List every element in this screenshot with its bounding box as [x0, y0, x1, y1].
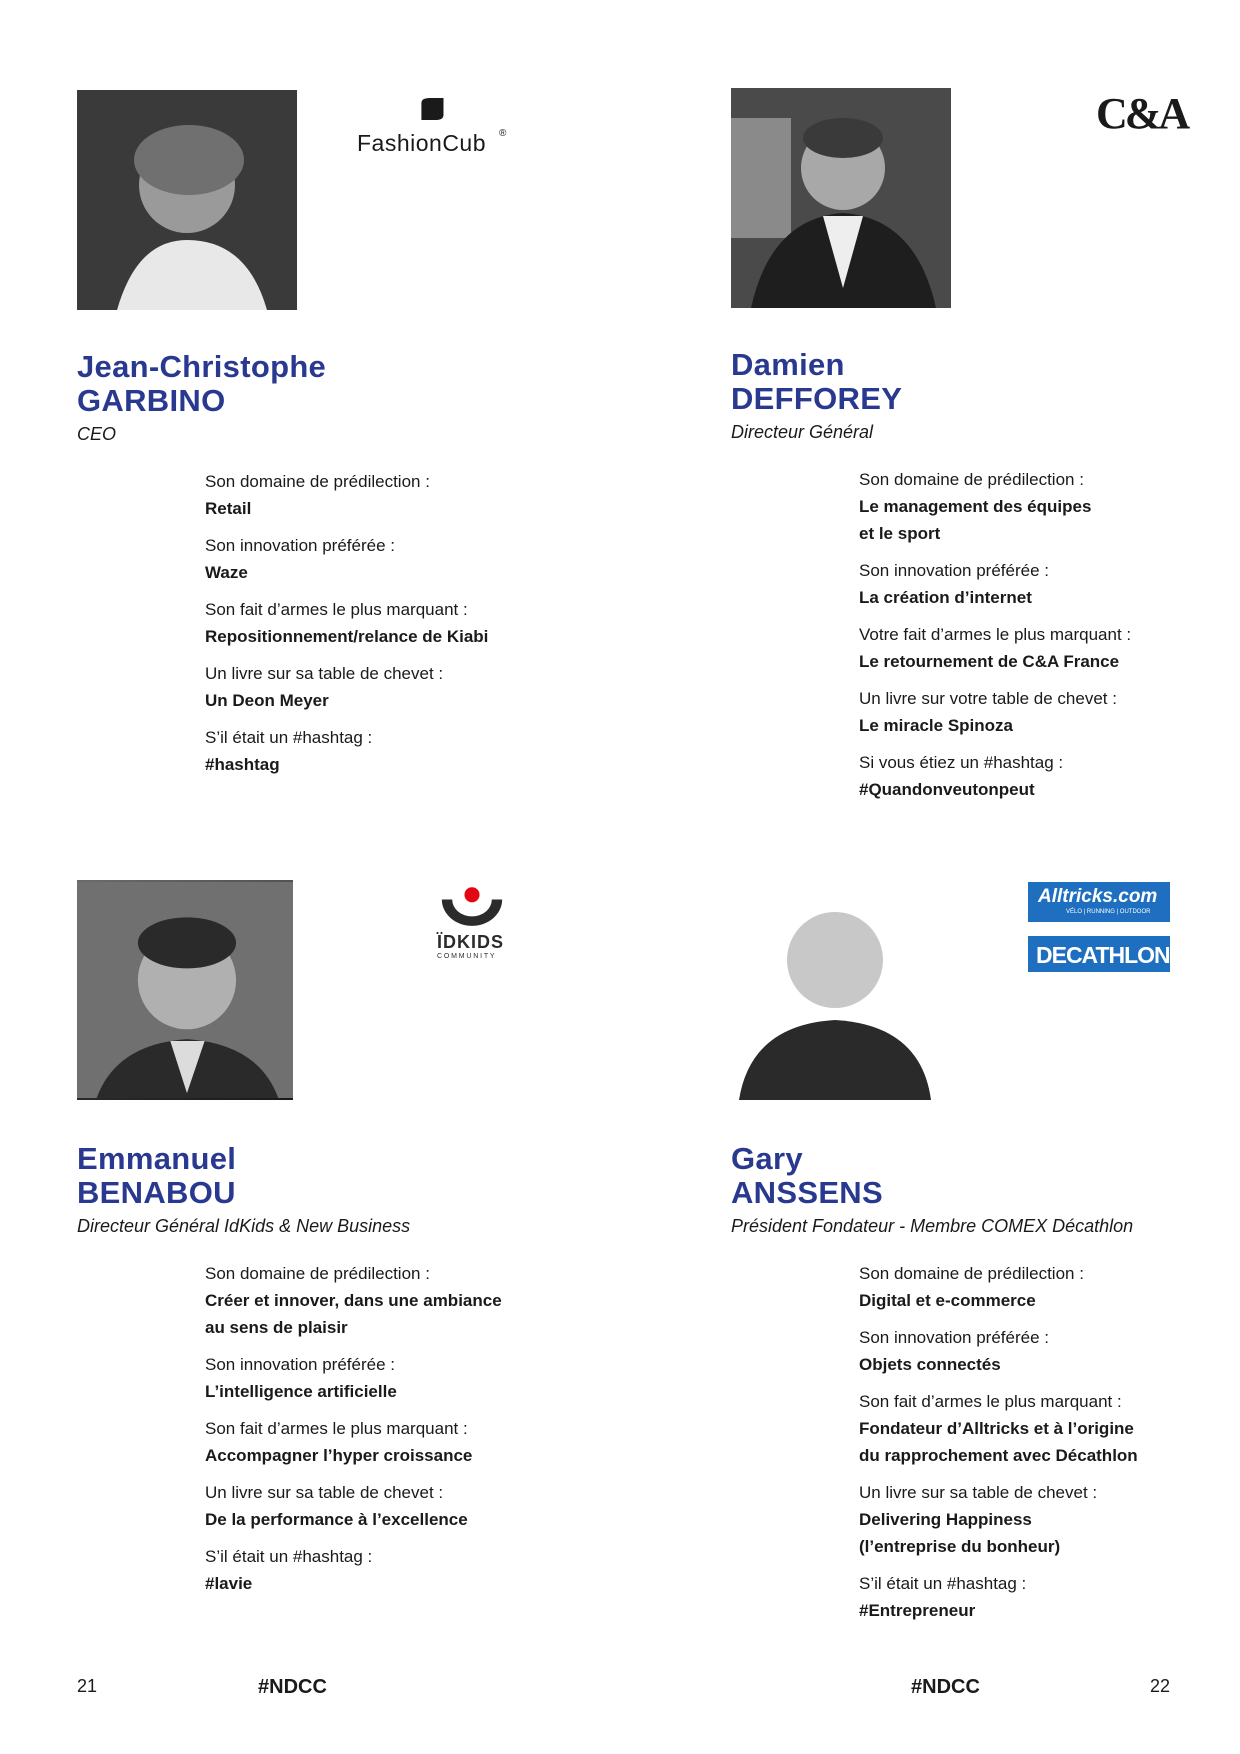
question: S’il était un #hashtag :	[205, 728, 373, 747]
answer: #hashtag	[205, 755, 280, 774]
answer: De la performance à l’excellence	[205, 1510, 468, 1529]
qa-item	[205, 1351, 625, 1405]
qa-item	[205, 660, 625, 714]
profile-card-anssens	[731, 880, 1240, 1640]
answer: La création d’internet	[859, 588, 1032, 607]
qa-item	[859, 1388, 1240, 1469]
first-name: Jean-Christophe	[77, 349, 327, 384]
question: Un livre sur sa table de chevet :	[205, 664, 444, 683]
question: S’il était un #hashtag :	[859, 1574, 1027, 1593]
question: Son innovation préférée :	[205, 1355, 395, 1374]
qa-item	[859, 621, 1240, 675]
fashioncub-logo	[357, 96, 517, 156]
question: Un livre sur sa table de chevet :	[859, 1483, 1098, 1502]
answer: #lavie	[205, 1574, 253, 1593]
portrait-photo	[77, 90, 297, 310]
idkids-logo-subtext: COMMUNITY	[437, 953, 497, 960]
qa-item	[859, 749, 1240, 803]
first-name: Damien	[731, 347, 845, 382]
alltricks-logo-subtext: VÉLO | RUNNING | OUTDOOR	[1066, 909, 1151, 915]
idkids-smile-icon	[439, 886, 505, 928]
fashioncub-logo-text: FashionCub	[357, 130, 487, 156]
question: Son fait d’armes le plus marquant :	[205, 600, 468, 619]
job-title: CEO	[77, 424, 117, 444]
portrait-photo	[731, 880, 951, 1100]
answer: #Quandonveutonpeut	[859, 780, 1035, 799]
qa-item	[859, 466, 1240, 547]
answer: Le miracle Spinoza	[859, 716, 1013, 735]
answer: Waze	[205, 563, 248, 582]
answer: Delivering Happiness (l’entreprise du bonheur)	[859, 1510, 1061, 1556]
question: Son domaine de prédilection :	[859, 470, 1084, 489]
qa-item	[859, 1324, 1240, 1378]
registered-mark: ®	[499, 128, 507, 139]
question: Son fait d’armes le plus marquant :	[205, 1419, 468, 1438]
portrait-photo	[77, 880, 293, 1100]
answer: Le management des équipes et le sport	[859, 497, 1092, 543]
job-title: Directeur Général	[731, 422, 874, 442]
qa-item	[859, 1260, 1240, 1314]
answer: Objets connectés	[859, 1355, 1001, 1374]
answer: Créer et innover, dans une ambiance au sens de plaisir	[205, 1291, 502, 1337]
alltricks-logo-text: Alltricks.com	[1038, 886, 1158, 907]
qa-item	[205, 596, 625, 650]
answer: L’intelligence artificielle	[205, 1382, 397, 1401]
qa-item	[205, 1415, 625, 1469]
qa-item	[859, 685, 1240, 739]
answer: Un Deon Meyer	[205, 691, 329, 710]
last-name: GARBINO	[77, 383, 226, 418]
qa-item	[205, 532, 625, 586]
qa-item	[205, 724, 625, 778]
first-name: Gary	[731, 1141, 803, 1176]
question: Son innovation préférée :	[859, 1328, 1049, 1347]
question: Son domaine de prédilection :	[859, 1264, 1084, 1283]
page-number-right: 22	[1150, 1676, 1171, 1696]
question: Son innovation préférée :	[205, 536, 395, 555]
qa-item	[205, 1543, 625, 1597]
qa-list	[205, 468, 625, 788]
first-name: Emmanuel	[77, 1141, 237, 1176]
qa-list	[859, 1260, 1240, 1634]
footer-hashtag-right: #NDCC	[911, 1676, 980, 1698]
qa-item	[859, 1570, 1240, 1624]
answer: Retail	[205, 499, 252, 518]
alltricks-logo	[1028, 882, 1170, 922]
qa-list	[859, 466, 1240, 813]
idkids-logo	[435, 886, 515, 966]
answer: Digital et e-commerce	[859, 1291, 1036, 1310]
question: S’il était un #hashtag :	[205, 1547, 373, 1566]
question: Son domaine de prédilection :	[205, 1264, 430, 1283]
last-name: ANSSENS	[731, 1175, 883, 1210]
decathlon-logo	[1028, 936, 1170, 972]
answer: Fondateur d’Alltricks et à l’origine du rapprochement avec Décathlon	[859, 1419, 1138, 1465]
footer-hashtag-left: #NDCC	[258, 1676, 327, 1698]
answer: Le retournement de C&A France	[859, 652, 1120, 671]
portrait-photo	[731, 88, 951, 308]
profile-card-garbino	[77, 90, 637, 850]
job-title: Directeur Général IdKids & New Business	[77, 1216, 411, 1236]
question: Un livre sur sa table de chevet :	[205, 1483, 444, 1502]
answer: Repositionnement/relance de Kiabi	[205, 627, 489, 646]
question: Son fait d’armes le plus marquant :	[859, 1392, 1122, 1411]
qa-item	[859, 557, 1240, 611]
question: Son domaine de prédilection :	[205, 472, 430, 491]
qa-item	[205, 468, 625, 522]
last-name: BENABOU	[77, 1175, 236, 1210]
answer: #Entrepreneur	[859, 1601, 976, 1620]
fashioncub-leaf-icon	[418, 96, 452, 122]
page-number-left: 21	[77, 1676, 98, 1696]
qa-item	[205, 1479, 625, 1533]
question: Un livre sur votre table de chevet :	[859, 689, 1117, 708]
qa-item	[859, 1479, 1240, 1560]
ca-logo: C&A	[1096, 89, 1188, 138]
qa-list	[205, 1260, 625, 1607]
question: Son innovation préférée :	[859, 561, 1049, 580]
idkids-logo-text: ÏDKIDS	[437, 932, 505, 952]
decathlon-logo-text: DECATHLON	[1036, 942, 1170, 968]
last-name: DEFFOREY	[731, 381, 903, 416]
job-title: Président Fondateur - Membre COMEX Décathlon	[731, 1216, 1134, 1236]
question: Si vous étiez un #hashtag :	[859, 753, 1064, 772]
profile-card-benabou	[77, 880, 637, 1640]
qa-item	[205, 1260, 625, 1341]
question: Votre fait d’armes le plus marquant :	[859, 625, 1132, 644]
answer: Accompagner l’hyper croissance	[205, 1446, 473, 1465]
profile-card-defforey	[731, 88, 1240, 848]
